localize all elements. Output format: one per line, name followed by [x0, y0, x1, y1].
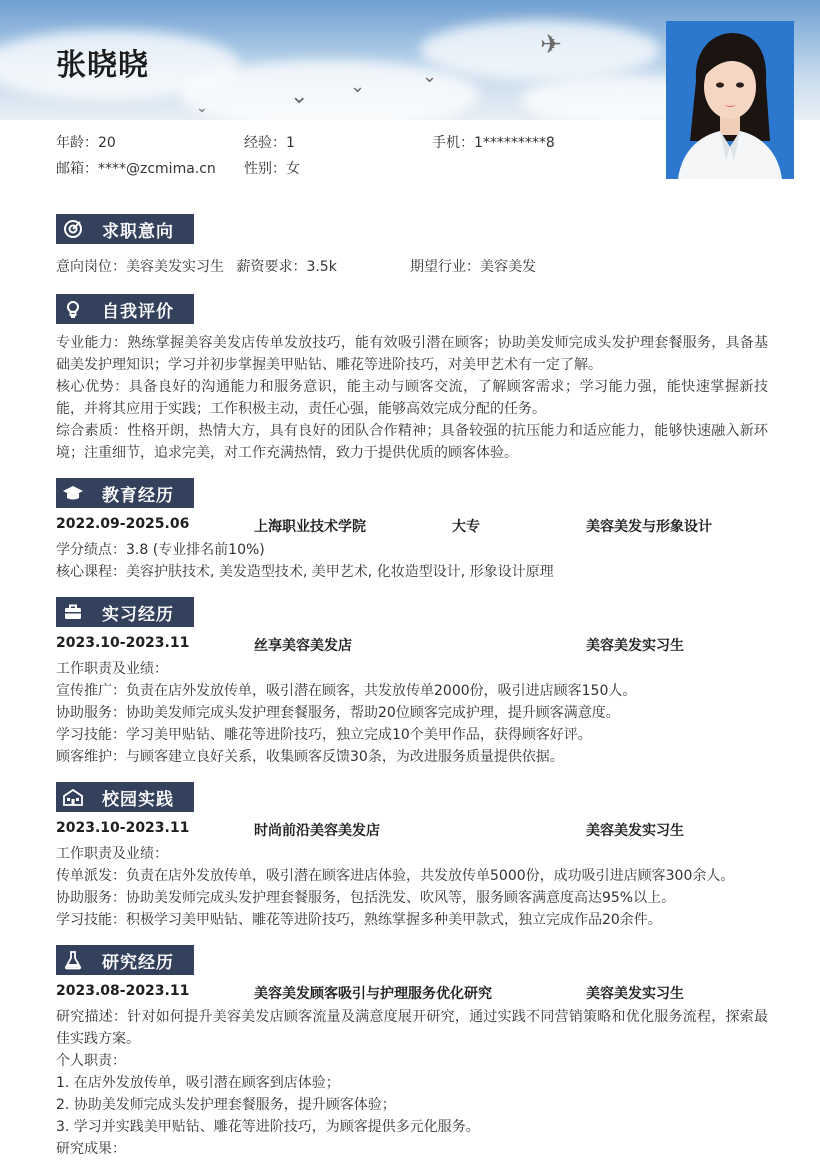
salary-requirement: 薪资要求：3.5k	[236, 259, 337, 275]
basic-info-row-1	[56, 132, 768, 152]
campus-line: 传单派发：负责在店外发放传单，吸引潜在顾客进店体验，共发放传单5000份，成功吸引进店顾客300余人。	[56, 868, 735, 884]
school-name: 上海职业技术学院	[254, 519, 366, 535]
section-title-text: 实习经历	[102, 604, 174, 625]
section-title-text: 求职意向	[102, 221, 174, 242]
research-line: 3. 学习并实践美甲贴钻、雕花等进阶技巧，为顾客提供多元化服务。	[56, 1119, 480, 1135]
campus-header-row	[56, 820, 768, 842]
company-name: 丝享美容美发店	[254, 638, 352, 654]
intended-position: 意向岗位：美容美发实习生	[56, 259, 224, 275]
education-detail-line: 学分绩点：3.8 (专业排名前10%)	[56, 542, 265, 558]
gender-field: 性别：女	[244, 161, 300, 177]
campus-org: 时尚前沿美容美发店	[254, 823, 380, 839]
education-detail-line: 核心课程：美容护肤技术, 美发造型技术, 美甲艺术, 化妆造型设计, 形象设计原理	[56, 564, 554, 580]
profile-photo	[666, 21, 794, 179]
campus-line: 学习技能：积极学习美甲贴钻、雕花等进阶技巧，熟练掌握多种美甲款式，独立完成作品20余件。	[56, 912, 662, 928]
research-role: 美容美发实习生	[586, 986, 684, 1002]
internship-period: 2023.10-2023.11	[56, 635, 190, 651]
research-line: 个人职责：	[56, 1053, 126, 1069]
internship-line: 学习技能：学习美甲贴钻、雕花等进阶技巧，独立完成10个美甲作品，获得顾客好评。	[56, 727, 592, 743]
campus-line: 工作职责及业绩：	[56, 846, 168, 862]
bird-icon: ⌄	[422, 66, 438, 87]
self-eval-paragraph: 核心优势：具备良好的沟通能力和服务意识，能主动与顾客交流，了解顾客需求；学习能力强，能快速掌握新技能，并将其应用于实践；工作积极主动，责任心强，能够高效完成分配的任务。	[56, 379, 768, 417]
job-intent-row	[56, 256, 768, 278]
self-eval-paragraph: 专业能力：熟练掌握美容美发店传单发放技巧，能有效吸引潜在顾客；协助美发师完成头发护理套餐服务，具备基础美发护理知识；学习并初步掌握美甲贴钻、雕花等进阶技巧，对美甲艺术有一定了解。	[56, 335, 768, 373]
research-period: 2023.08-2023.11	[56, 983, 190, 999]
internship-header-row	[56, 635, 768, 657]
major: 美容美发与形象设计	[586, 519, 712, 535]
internship-role: 美容美发实习生	[586, 638, 684, 654]
graduation-cap-icon	[58, 478, 88, 508]
research-line: 1. 在店外发放传单，吸引潜在顾客到店体验；	[56, 1075, 340, 1091]
campus-line: 协助服务：协助美发师完成头发护理套餐服务，包括洗发、吹风等，服务顾客满意度高达95%以上。	[56, 890, 676, 906]
research-header-row	[56, 983, 768, 1005]
education-period: 2022.09-2025.06	[56, 516, 190, 532]
expected-industry: 期望行业：美容美发	[410, 259, 536, 275]
internship-line: 协助服务：协助美发师完成头发护理套餐服务，帮助20位顾客完成护理，提升顾客满意度。	[56, 705, 620, 721]
campus-role: 美容美发实习生	[586, 823, 684, 839]
email-field: 邮箱：****@zcmima.cn	[56, 161, 216, 177]
section-research	[56, 945, 194, 975]
flask-icon	[58, 945, 88, 975]
candidate-name: 张晓晓	[56, 48, 149, 83]
building-icon	[58, 782, 88, 812]
section-internship	[56, 597, 194, 627]
bird-icon: ⌄	[350, 76, 366, 97]
bird-icon: ⌄	[196, 100, 208, 116]
lightbulb-icon	[58, 294, 88, 324]
section-title-text: 研究经历	[102, 952, 174, 973]
internship-line: 顾客维护：与顾客建立良好关系，收集顾客反馈30条，为改进服务质量提供依据。	[56, 749, 564, 765]
section-education	[56, 478, 194, 508]
campus-period: 2023.10-2023.11	[56, 820, 190, 836]
bird-icon: ⌄	[290, 84, 309, 109]
research-project: 美容美发顾客吸引与护理服务优化研究	[254, 986, 492, 1002]
bird-icon: ✈	[540, 30, 562, 60]
research-line: 研究成果：	[56, 1141, 126, 1157]
portrait-avatar-icon	[666, 21, 794, 179]
briefcase-icon	[58, 597, 88, 627]
section-title-text: 教育经历	[102, 485, 174, 506]
section-campus	[56, 782, 194, 812]
self-eval-paragraph: 综合素质：性格开朗，热情大方，具有良好的团队合作精神；具备较强的抗压能力和适应能力，能够快速融入新环境；注重细节，追求完美，对工作充满热情，致力于提供优质的顾客体验。	[56, 423, 768, 461]
research-line: 2. 协助美发师完成头发护理套餐服务，提升顾客体验；	[56, 1097, 396, 1113]
degree: 大专	[452, 519, 480, 535]
research-description: 研究描述：针对如何提升美容美发店顾客流量及满意度展开研究，通过实践不同营销策略和优化服务流程，探索最佳实践方案。	[56, 1009, 768, 1047]
education-header-row	[56, 516, 768, 538]
internship-line: 工作职责及业绩：	[56, 661, 168, 677]
section-title-text: 校园实践	[102, 789, 174, 810]
section-title-text: 自我评价	[102, 301, 174, 322]
age-field: 年龄：20	[56, 135, 116, 151]
section-job-intent	[56, 214, 194, 244]
target-icon	[58, 214, 88, 244]
experience-field: 经验：1	[244, 135, 295, 151]
basic-info-row-2	[56, 158, 768, 178]
section-self-eval	[56, 294, 194, 324]
internship-line: 宣传推广：负责在店外发放传单，吸引潜在顾客，共发放传单2000份，吸引进店顾客150人。	[56, 683, 637, 699]
phone-field: 手机：1*********8	[432, 135, 555, 151]
